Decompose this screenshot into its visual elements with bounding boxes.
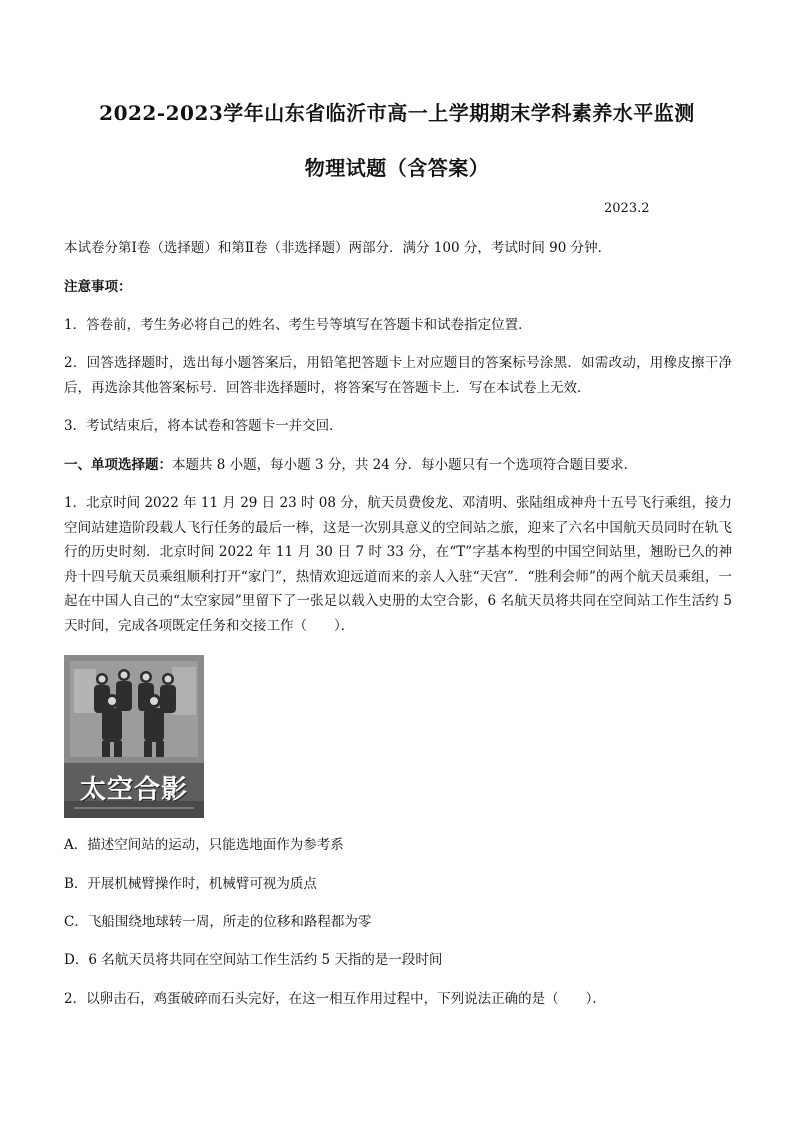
exam-title: 2022-2023学年山东省临沂市高一上学期期末学科素养水平监测 <box>99 101 695 125</box>
section-one <box>64 453 732 477</box>
option-c: C．飞船围绕地球转一周，所走的位移和路程都为零 <box>64 914 372 930</box>
notice-item-3: 3．考试结束后，将本试卷和答题卡一并交回． <box>64 418 343 434</box>
exam-subtitle: 物理试题（含答案） <box>304 156 490 180</box>
section-one-desc: 本题共 8 小题，每小题 3 分，共 24 分．每小题只有一个选项符合题目要求． <box>172 457 638 473</box>
space-group-photo <box>64 655 204 818</box>
option-a: A．描述空间站的运动，只能选地面作为参考系 <box>64 837 344 853</box>
question-2-text: 2．以卵击石，鸡蛋破碎而石头完好，在这一相互作用过程中，下列说法正确的是（ ）． <box>64 991 606 1007</box>
exam-date: 2023.2 <box>604 201 650 216</box>
option-b: B．开展机械臂操作时，机械臂可视为质点 <box>64 876 317 892</box>
section-one-heading: 一、单项选择题： <box>64 457 172 473</box>
question-1-text: 1．北京时间 2022 年 11 月 29 日 23 时 08 分，航天员费俊龙、邓清明、张陆组成神舟十五号飞行乘组，接力空间站建造阶段载人飞行任务的最后一棒，这是一次别具意义的空间站之旅，迎来了六名中国航天员同时在轨飞行的历史时刻．北京时间 2022 年 11 月 30 日 7 时 33 分，在“T”字基本构型的中国空间站里，翘盼已久的神舟十四号航天员乘组顺利打开“家门”，热情欢迎远道而来的亲人入驻“天宫”．“胜利会师”的两个航天员乘组，一起在中国人自己的“太空家园”里留下了一张足以载入史册的太空合影，6 名航天员将共同在空间站工作生活约 5 天时间，完成各项既定任务和交接工作（ ）． <box>64 495 732 634</box>
option-d: D．6 名航天员将共同在空间站工作生活约 5 天指的是一段时间 <box>64 952 443 968</box>
notice-item-2: 2．回答选择题时，选出每小题答案后，用铅笔把答题卡上对应题目的答案标号涂黑．如需改动，用橡皮擦干净后，再选涂其他答案标号．回答非选择题时，将答案写在答题卡上．写在本试卷上无效． <box>64 355 732 396</box>
notice-item-1: 1．答卷前，考生务必将自己的姓名、考生号等填写在答题卡和试卷指定位置． <box>64 317 532 333</box>
exam-intro: 本试卷分第Ⅰ卷（选择题）和第Ⅱ卷（非选择题）两部分．满分 100 分，考试时间 90 分钟． <box>64 240 612 256</box>
photo-caption: 太空合影 <box>79 775 188 805</box>
notice-heading: 注意事项： <box>64 279 132 295</box>
